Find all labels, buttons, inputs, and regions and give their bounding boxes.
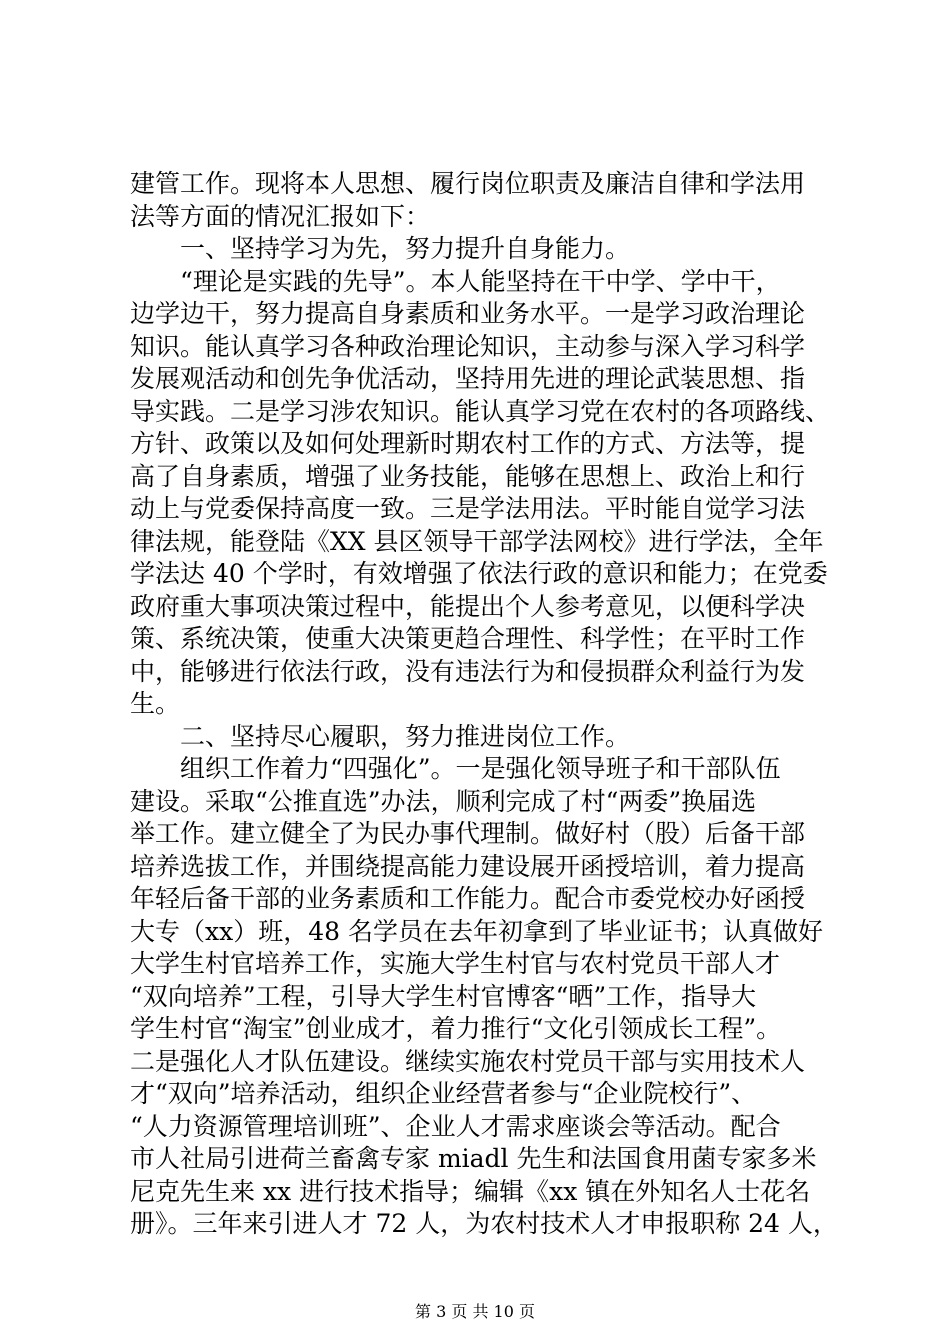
text-line: 才“双向”培养活动，组织企业经营者参与“企业院校行”、 xyxy=(130,1079,757,1108)
text-line: 市人社局引进荷兰畜禽专家 miadl 先生和法国食用菌专家多米 xyxy=(130,1144,817,1173)
text-line: 导实践。二是学习涉农知识。能认真学习党在农村的各项路线、 xyxy=(130,396,831,426)
text-line: 学生村官“淘宝”创业成才，着力推行“文化引领成长工程”。 xyxy=(130,1014,782,1043)
text-line: 策、系统决策，使重大决策更趋合理性、科学性；在平时工作 xyxy=(130,624,806,653)
text-line: 册》。三年来引进人才 72 人，为农村技术人才申报职称 24 人， xyxy=(130,1209,838,1238)
text-line: 尼克先生来 xx 进行技术指导；编辑《xx 镇在外知名人士花名 xyxy=(130,1176,811,1206)
section-heading-1: 一、坚持学习为先，努力提升自身能力。 xyxy=(180,234,631,263)
text-line: 培养选拔工作，并围绕提高能力建设展开函授培训，着力提高 xyxy=(130,851,806,881)
text-line: 年轻后备干部的业务素质和工作能力。配合市委党校办好函授 xyxy=(130,884,806,913)
text-line: 大专（xx）班，48 名学员在去年初拿到了毕业证书；认真做好 xyxy=(130,916,823,946)
text-line: 发展观活动和创先争优活动，坚持用先进的理论武装思想、指 xyxy=(130,364,806,393)
text-line: 生。 xyxy=(130,689,181,718)
text-line: “双向培养”工程，引导大学生村官博客“晒”工作，指导大 xyxy=(130,981,757,1011)
text-line: 举工作。建立健全了为民办事代理制。做好村（股）后备干部 xyxy=(130,819,806,848)
text-line: 中，能够进行依法行政，没有违法行为和侵损群众利益行为发 xyxy=(130,656,806,686)
text-line: 二是强化人才队伍建设。继续实施农村党员干部与实用技术人 xyxy=(130,1046,806,1076)
text-line: 建管工作。现将本人思想、履行岗位职责及廉洁自律和学法用 xyxy=(130,169,806,198)
text-line: 高了自身素质，增强了业务技能，能够在思想上、政治上和行 xyxy=(130,461,806,491)
text-line: 学法达 40 个学时，有效增强了依法行政的意识和能力；在党委 xyxy=(130,559,828,588)
text-line: 建设。采取“公推直选”办法，顺利完成了村“两委”换届选 xyxy=(130,786,757,816)
text-line: 大学生村官培养工作，实施大学生村官与农村党员干部人才 xyxy=(130,949,781,978)
section-heading-2: 二、坚持尽心履职，努力推进岗位工作。 xyxy=(180,721,631,751)
text-line: 动上与党委保持高度一致。三是学法用法。平时能自觉学习法 xyxy=(130,494,806,523)
document-body xyxy=(130,168,838,1241)
text-line: 律法规，能登陆《XX 县区领导干部学法网校》进行学法，全年 xyxy=(130,526,824,556)
text-line: 知识。能认真学习各种政治理论知识，主动参与深入学习科学 xyxy=(130,331,806,361)
text-line: 政府重大事项决策过程中，能提出个人参考意见，以便科学决 xyxy=(130,591,806,621)
text-line: 边学边干，努力提高自身素质和业务水平。一是学习政治理论 xyxy=(130,299,806,328)
text-line: 方针、政策以及如何处理新时期农村工作的方式、方法等，提 xyxy=(130,429,806,458)
text-line: 组织工作着力“四强化”。一是强化领导班子和干部队伍 xyxy=(180,754,781,783)
text-line: “人力资源管理培训班”、企业人才需求座谈会等活动。配合 xyxy=(130,1111,781,1141)
text-line: “理论是实践的先导”。本人能坚持在干中学、学中干， xyxy=(180,266,781,296)
page-number-footer: 第 3 页 共 10 页 xyxy=(415,1302,535,1321)
text-line: 法等方面的情况汇报如下： xyxy=(130,201,431,231)
